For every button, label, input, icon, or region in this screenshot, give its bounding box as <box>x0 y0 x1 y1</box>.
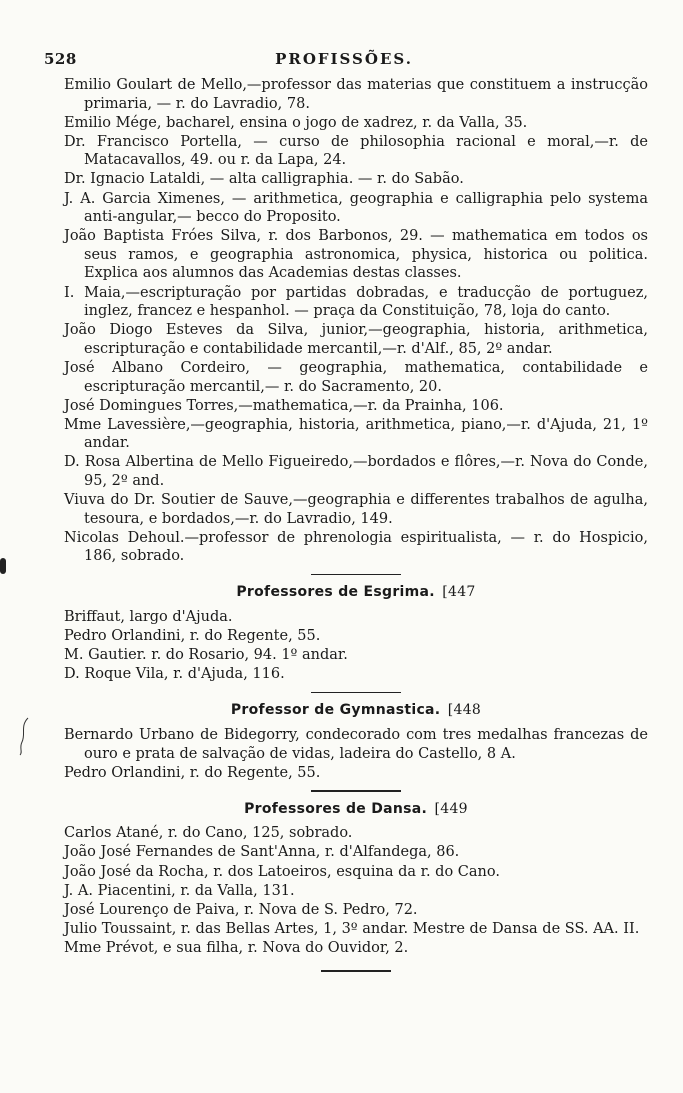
directory-entry: José Lourenço de Paiva, r. Nova de S. Pedro, 72. <box>64 901 418 918</box>
directory-entry: Emilio Goulart de Mello,—professor das materias que constituem a instrucção primaria, — r. do Lavradio, 78. <box>64 77 648 112</box>
directory-entry: João Diogo Esteves da Silva, junior,—geographia, historia, arithmetica, escripturação e contabilidade mercantil,—r. d'Alf., 85, 2º andar. <box>64 322 648 357</box>
section-list <box>64 574 648 972</box>
directory-entry: Nicolas Dehoul.—professor de phrenologia espiritualista, — r. do Hospicio, 186, sobrado. <box>64 529 648 565</box>
section-title: Professores de Esgrima. <box>236 584 435 601</box>
directory-entry: Julio Toussaint, r. das Bellas Artes, 1, 3º andar. Mestre de Dansa de SS. AA. II. <box>64 920 640 937</box>
directory-entry: João José da Rocha, r. dos Latoeiros, esquina da r. do Cano. <box>64 863 500 880</box>
section-title: Professor de Gymnastica. <box>230 702 441 719</box>
section-title: Professores de Dansa. <box>244 800 428 817</box>
directory-entry: D. Rosa Albertina de Mello Figueiredo,—bordados e flôres,—r. Nova do Conde, 95, 2º and. <box>64 454 648 489</box>
section-rule <box>311 574 401 576</box>
directory-entry: J. A. Garcia Ximenes, — arithmetica, geographia e calligraphia pelo systema anti-angular,— becco do Proposito. <box>64 190 648 226</box>
directory-entry: Pedro Orlandini, r. do Regente, 55. <box>64 764 321 781</box>
directory-entry: M. Gautier. r. do Rosario, 94. 1º andar. <box>64 647 348 664</box>
directory-entry: Dr. Francisco Portella, — curso de philosophia racional e moral,—r. de Matacavallos, 49. ou r. da Lapa, 24. <box>64 133 648 169</box>
directory-entry: João Baptista Fróes Silva, r. dos Barbonos, 29. — mathematica em todos os seus ramos, e geographia astronomica, physica, historica ou politica. Explica aos alumnos das Academias destas classes. <box>64 228 648 282</box>
section-number: [448 <box>447 702 482 719</box>
directory-entry: I. Maia,—escripturação por partidas dobradas, e traducção de portuguez, inglez, francez e hespanhol. — praça da Constituição, 78, loja do canto. <box>64 284 648 320</box>
directory-entry: J. A. Piacentini, r. da Valla, 131. <box>64 882 295 899</box>
page-number: 528 <box>44 50 77 68</box>
section-number: [449 <box>434 800 468 817</box>
directory-entry: João José Fernandes de Sant'Anna, r. d'Alfandega, 86. <box>64 844 460 861</box>
directory-entry: D. Roque Vila, r. d'Ajuda, 116. <box>64 666 285 683</box>
directory-entry: Mme Lavessière,—geographia, historia, arithmetica, piano,—r. d'Ajuda, 21, 1º andar. <box>64 416 648 452</box>
directory-entry: Bernardo Urbano de Bidegorry, condecorado com tres medalhas francezas de ouro e prata de salvação de vidas, ladeira do Castello, 8 A. <box>64 727 648 762</box>
closing-rule <box>321 970 391 973</box>
section-heading <box>64 800 648 819</box>
section-number: [447 <box>442 584 476 601</box>
section-heading <box>64 583 648 602</box>
directory-entry: Dr. Ignacio Lataldi, — alta calligraphia. — r. do Sabão. <box>64 171 464 188</box>
section-heading <box>64 701 648 720</box>
directory-entry: Pedro Orlandini, r. do Regente, 55. <box>64 628 321 645</box>
entry-list <box>64 76 648 566</box>
section-rule <box>311 692 401 694</box>
directory-entry: Mme Prévot, e sua filha, r. Nova do Ouvidor, 2. <box>64 939 409 956</box>
margin-ink-mark <box>0 558 6 574</box>
body-text <box>64 76 648 980</box>
directory-entry: Carlos Atané, r. do Cano, 125, sobrado. <box>64 825 353 842</box>
directory-entry: José Albano Cordeiro, — geographia, mathematica, contabilidade e escripturação mercantil,— r. do Sacramento, 20. <box>64 359 648 395</box>
directory-entry: José Domingues Torres,—mathematica,—r. da Prainha, 106. <box>64 397 504 414</box>
margin-pencil-mark <box>14 716 34 756</box>
directory-entry: Viuva do Dr. Soutier de Sauve,—geographia e differentes trabalhos de agulha, tesoura, e bordados,—r. do Lavradio, 149. <box>64 492 648 527</box>
running-head <box>44 50 644 74</box>
directory-entry: Emilio Mége, bacharel, ensina o jogo de xadrez, r. da Valla, 35. <box>64 114 528 131</box>
directory-entry: Briffaut, largo d'Ajuda. <box>64 609 233 626</box>
running-title: PROFISSÕES. <box>275 50 413 68</box>
section-rule <box>311 790 401 792</box>
